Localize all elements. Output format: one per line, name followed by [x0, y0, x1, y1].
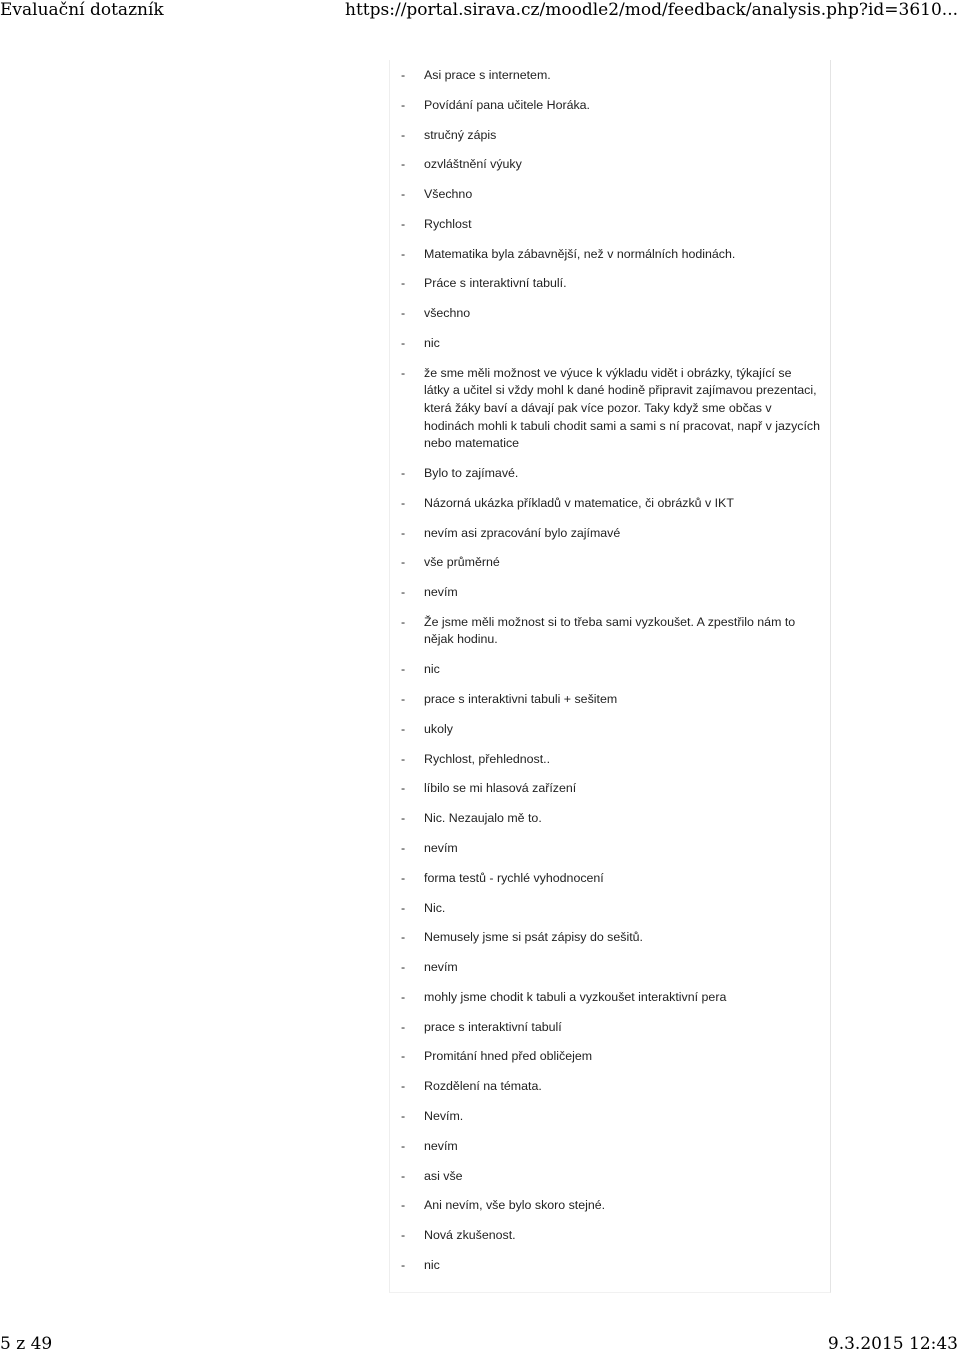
- answer-text: Asi prace s internetem.: [424, 68, 551, 82]
- bullet-dash: -: [401, 1108, 406, 1123]
- answer-item: [390, 97, 830, 115]
- answer-text: forma testů - rychlé vyhodnocení: [424, 870, 604, 885]
- answer-text: Práce s interaktivní tabulí.: [424, 276, 567, 291]
- answer-item: [390, 495, 830, 513]
- bullet-dash: -: [401, 930, 406, 945]
- answer-text: Rozdělení na témata.: [424, 1079, 542, 1094]
- answer-text: Nic. Nezaujalo mě to.: [424, 811, 542, 826]
- answer-text: ozvláštnění výuky: [424, 157, 522, 172]
- answer-text: stručný zápis: [424, 127, 497, 142]
- bullet-dash: -: [401, 68, 406, 82]
- bullet-dash: -: [401, 276, 406, 291]
- bullet-dash: -: [401, 365, 406, 380]
- answer-item: [390, 959, 830, 977]
- bullet-dash: -: [401, 870, 406, 885]
- bullet-dash: -: [401, 585, 406, 600]
- bullet-dash: -: [401, 306, 406, 321]
- answer-item: [390, 1227, 830, 1245]
- answer-item: [390, 216, 830, 234]
- answer-text: Rychlost: [424, 216, 472, 231]
- answer-text: nevím: [424, 585, 458, 600]
- bullet-dash: -: [401, 662, 406, 677]
- bullet-dash: -: [401, 781, 406, 796]
- answer-text: prace s interaktivni tabuli + sešitem: [424, 692, 618, 707]
- bullet-dash: -: [401, 900, 406, 915]
- bullet-dash: -: [401, 840, 406, 855]
- answer-item: [390, 335, 830, 353]
- answers-list: [390, 67, 830, 1287]
- answer-text: Názorná ukázka příkladů v matematice, či obrázků v IKT: [424, 495, 734, 510]
- answer-item: [390, 661, 830, 679]
- answer-text: že sme měli možnost ve výuce k výkladu vidět i obrázky, týkající se látky a učitel si vždy mohl k dané hodině připravit zajímavou prezentaci, která žáky baví a dávají pak více pozor. Taky když sme občas v hodinách mohli k tabuli chodit sami a sami s ní pracovat, např v jazycích nebo matematice: [424, 365, 820, 451]
- answer-text: nic: [424, 336, 440, 351]
- bullet-dash: -: [401, 187, 406, 202]
- answer-text: Promitání hned před obličejem: [424, 1049, 593, 1064]
- print-header: [0, 0, 960, 22]
- bullet-dash: -: [401, 465, 406, 480]
- bullet-dash: -: [401, 246, 406, 261]
- answer-item: [390, 1048, 830, 1066]
- answer-text: Ani nevím, vše bylo skoro stejné.: [424, 1198, 606, 1213]
- answer-item: [390, 275, 830, 293]
- bullet-dash: -: [401, 811, 406, 826]
- answer-item: [390, 584, 830, 602]
- bullet-dash: -: [401, 1228, 406, 1243]
- bullet-dash: -: [401, 127, 406, 142]
- answer-text: vše průměrné: [424, 555, 500, 570]
- answer-text: Povídání pana učitele Horáka.: [424, 97, 591, 112]
- bullet-dash: -: [401, 1049, 406, 1064]
- bullet-dash: -: [401, 721, 406, 736]
- answer-item: [390, 465, 830, 483]
- answer-item: [390, 156, 830, 174]
- answer-item: [390, 721, 830, 739]
- bullet-dash: -: [401, 1168, 406, 1183]
- answer-item: [390, 900, 830, 918]
- answer-text: Rychlost, přehlednost..: [424, 751, 551, 766]
- answer-text: Bylo to zajímavé.: [424, 465, 519, 480]
- bullet-dash: -: [401, 614, 406, 629]
- answer-item: [390, 780, 830, 798]
- bullet-dash: -: [401, 336, 406, 351]
- answer-item: [390, 751, 830, 769]
- answer-item: [390, 67, 830, 85]
- answer-text: nevím: [424, 960, 458, 975]
- answer-item: [390, 870, 830, 888]
- answer-text: nic: [424, 662, 440, 677]
- bullet-dash: -: [401, 525, 406, 540]
- answer-text: Nová zkušenost.: [424, 1228, 516, 1243]
- answer-text: Matematika byla zábavnější, než v normálních hodinách.: [424, 246, 736, 261]
- answer-text: Nic.: [424, 900, 446, 915]
- bullet-dash: -: [401, 751, 406, 766]
- answer-item: [390, 1168, 830, 1186]
- answer-item: [390, 614, 830, 649]
- answer-item: [390, 691, 830, 709]
- answer-item: [390, 1108, 830, 1126]
- answer-item: [390, 929, 830, 947]
- answer-text: nevím: [424, 1138, 458, 1153]
- answer-text: Že jsme měli možnost si to třeba sami vyzkoušet. A zpestřilo nám to nějak hodinu.: [424, 614, 796, 647]
- answer-item: [390, 1019, 830, 1037]
- bullet-dash: -: [401, 157, 406, 172]
- page-url: https://portal.sirava.cz/moodle2/mod/feedback/analysis.php?id=3610...: [345, 0, 958, 20]
- answer-text: Všechno: [424, 187, 473, 202]
- answer-item: [390, 525, 830, 543]
- answer-item: [390, 554, 830, 572]
- answer-text: asi vše: [424, 1168, 463, 1183]
- bullet-dash: -: [401, 960, 406, 975]
- answer-item: [390, 365, 830, 453]
- bullet-dash: -: [401, 555, 406, 570]
- answer-item: [390, 810, 830, 828]
- bullet-dash: -: [401, 1019, 406, 1034]
- answer-item: [390, 127, 830, 145]
- answer-item: [390, 1078, 830, 1096]
- answer-item: [390, 305, 830, 323]
- answer-item: [390, 1257, 830, 1275]
- answer-text: nevím: [424, 840, 458, 855]
- answer-text: mohly jsme chodit k tabuli a vyzkoušet interaktivní pera: [424, 989, 727, 1004]
- answer-item: [390, 840, 830, 858]
- answer-item: [390, 989, 830, 1007]
- bullet-dash: -: [401, 692, 406, 707]
- feedback-answers-panel: [389, 60, 831, 1293]
- answer-text: Nevím.: [424, 1108, 464, 1123]
- answer-item: [390, 1138, 830, 1156]
- answer-item: [390, 246, 830, 264]
- answer-item: [390, 1197, 830, 1215]
- bullet-dash: -: [401, 1079, 406, 1094]
- bullet-dash: -: [401, 1257, 406, 1272]
- bullet-dash: -: [401, 216, 406, 231]
- answer-item: [390, 186, 830, 204]
- answer-text: nevím asi zpracování bylo zajímavé: [424, 525, 621, 540]
- page-title: Evaluační dotazník: [0, 0, 164, 20]
- bullet-dash: -: [401, 1198, 406, 1213]
- answer-text: líbilo se mi hlasová zařízení: [424, 781, 577, 796]
- answer-text: nic: [424, 1257, 440, 1272]
- print-footer: [0, 1334, 960, 1356]
- bullet-dash: -: [401, 97, 406, 112]
- answer-text: ukoly: [424, 721, 453, 736]
- answer-text: všechno: [424, 306, 471, 321]
- print-datetime: 9.3.2015 12:43: [827, 1334, 958, 1354]
- page-number: 5 z 49: [0, 1334, 53, 1354]
- bullet-dash: -: [401, 989, 406, 1004]
- answer-text: prace s interaktivní tabulí: [424, 1019, 562, 1034]
- bullet-dash: -: [401, 495, 406, 510]
- answer-text: Nemusely jsme si psát zápisy do sešitů.: [424, 930, 643, 945]
- bullet-dash: -: [401, 1138, 406, 1153]
